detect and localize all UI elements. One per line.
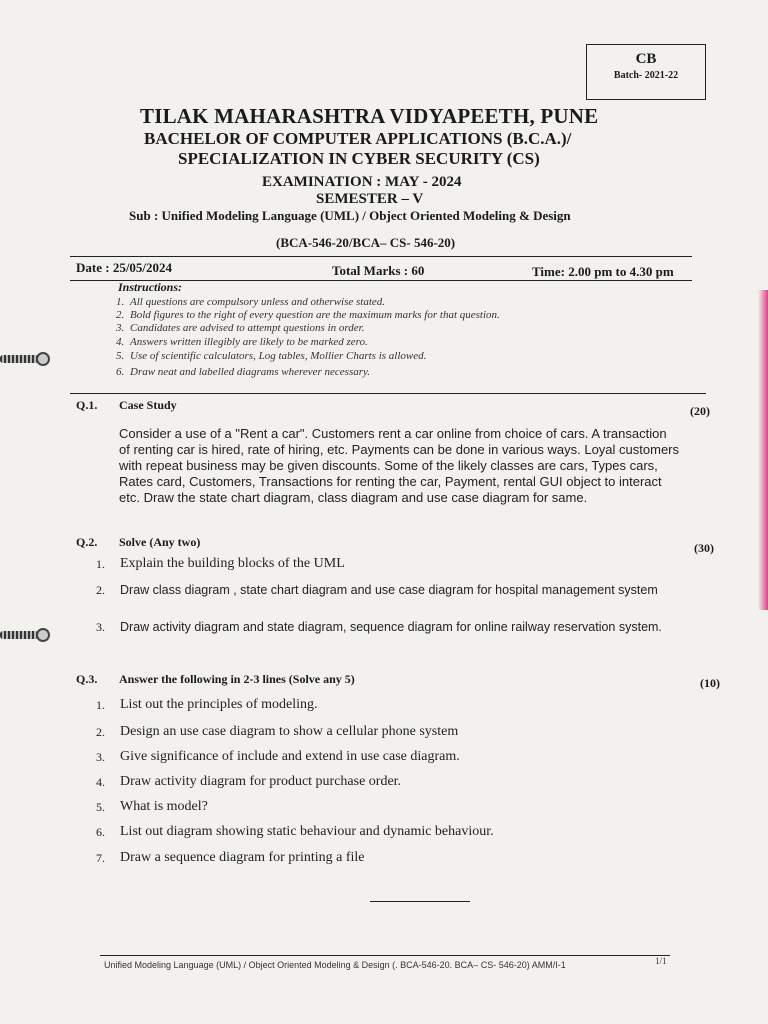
instruction-item: 5. Use of scientific calculators, Log tables, Mollier Charts is allowed. bbox=[116, 350, 427, 362]
program-line-1: BACHELOR OF COMPUTER APPLICATIONS (B.C.A.)/ bbox=[144, 129, 572, 148]
instruction-item: 1. All questions are compulsory unless and otherwise stated. bbox=[116, 296, 386, 308]
exam-time: Time: 2.00 pm to 4.30 pm bbox=[532, 264, 674, 279]
page-number: 1/1 bbox=[655, 956, 667, 966]
semester: SEMESTER – V bbox=[316, 191, 424, 207]
sub-question: 3. Draw activity diagram and state diagram, sequence diagram for online railway reservation system. bbox=[96, 620, 662, 634]
exam-title: EXAMINATION : MAY - 2024 bbox=[262, 174, 462, 190]
exam-date: Date : 25/05/2024 bbox=[76, 260, 173, 275]
divider bbox=[70, 256, 692, 257]
case-study-text: Consider a use of a "Rent a car". Customers rent a car online from choice of cars. A transaction of renting car is hired, rate of hiring, etc. Payments can be done in various ways. Loyal customers with repeat business may be given discounts. Some of the likely classes are cars, Types cars, Rates card, Customers, Transactions for renting the car, Payment, rental GUI object to interact etc. Draw the state chart diagram, class diagram and use case diagram for same. bbox=[119, 426, 679, 505]
end-line bbox=[370, 901, 470, 902]
sub-question: 6. List out diagram showing static behaviour and dynamic behaviour. bbox=[96, 824, 494, 839]
binder-spiral bbox=[0, 628, 52, 642]
sub-question: 7. Draw a sequence diagram for printing a file bbox=[96, 850, 365, 865]
instruction-item: 4. Answers written illegibly are likely to be marked zero. bbox=[116, 336, 368, 348]
question-number: Q.3. bbox=[76, 672, 98, 686]
batch-box bbox=[586, 44, 706, 100]
sub-question: 3. Give significance of include and extend in use case diagram. bbox=[96, 749, 460, 764]
sub-question: 2. Draw class diagram , state chart diagram and use case diagram for hospital management system bbox=[96, 583, 658, 597]
question-number: Q.2. bbox=[76, 535, 98, 549]
sub-question: 1. Explain the building blocks of the UML bbox=[96, 556, 345, 571]
divider bbox=[70, 393, 706, 394]
instruction-item: 6. Draw neat and labelled diagrams wherever necessary. bbox=[116, 366, 371, 378]
university-name: TILAK MAHARASHTRA VIDYAPEETH, PUNE bbox=[140, 104, 599, 128]
batch-code: CB bbox=[635, 51, 657, 67]
question-marks: (30) bbox=[694, 541, 714, 555]
total-marks: Total Marks : 60 bbox=[332, 263, 425, 278]
page-edge bbox=[758, 290, 768, 610]
question-number: Q.1. bbox=[76, 398, 98, 412]
binder-spiral bbox=[0, 352, 52, 366]
program-line-2: SPECIALIZATION IN CYBER SECURITY (CS) bbox=[178, 149, 540, 168]
sub-question: 1. List out the principles of modeling. bbox=[96, 697, 318, 712]
sub-question: 5. What is model? bbox=[96, 799, 208, 814]
question-title: Answer the following in 2-3 lines (Solve any 5) bbox=[119, 672, 355, 686]
subject: Sub : Unified Modeling Language (UML) / Object Oriented Modeling & Design bbox=[129, 208, 571, 223]
question-marks: (20) bbox=[690, 404, 710, 418]
footer-divider bbox=[100, 955, 670, 956]
batch-year: Batch- 2021-22 bbox=[613, 70, 679, 81]
question-marks: (10) bbox=[700, 676, 720, 690]
course-code: (BCA-546-20/BCA– CS- 546-20) bbox=[276, 235, 456, 250]
instruction-item: 3. Candidates are advised to attempt questions in order. bbox=[116, 322, 365, 334]
footer-text: Unified Modeling Language (UML) / Object Oriented Modeling & Design (. BCA-546-20. BCA– CS- 546-20) AMM/I-1 bbox=[104, 960, 566, 970]
sub-question: 2. Design an use case diagram to show a cellular phone system bbox=[96, 724, 459, 739]
sub-question: 4. Draw activity diagram for product purchase order. bbox=[96, 774, 402, 789]
question-title: Case Study bbox=[119, 398, 177, 412]
instructions-title: Instructions: bbox=[118, 280, 183, 294]
instruction-item: 2. Bold figures to the right of every question are the maximum marks for that question. bbox=[116, 309, 500, 321]
question-title: Solve (Any two) bbox=[119, 535, 201, 549]
